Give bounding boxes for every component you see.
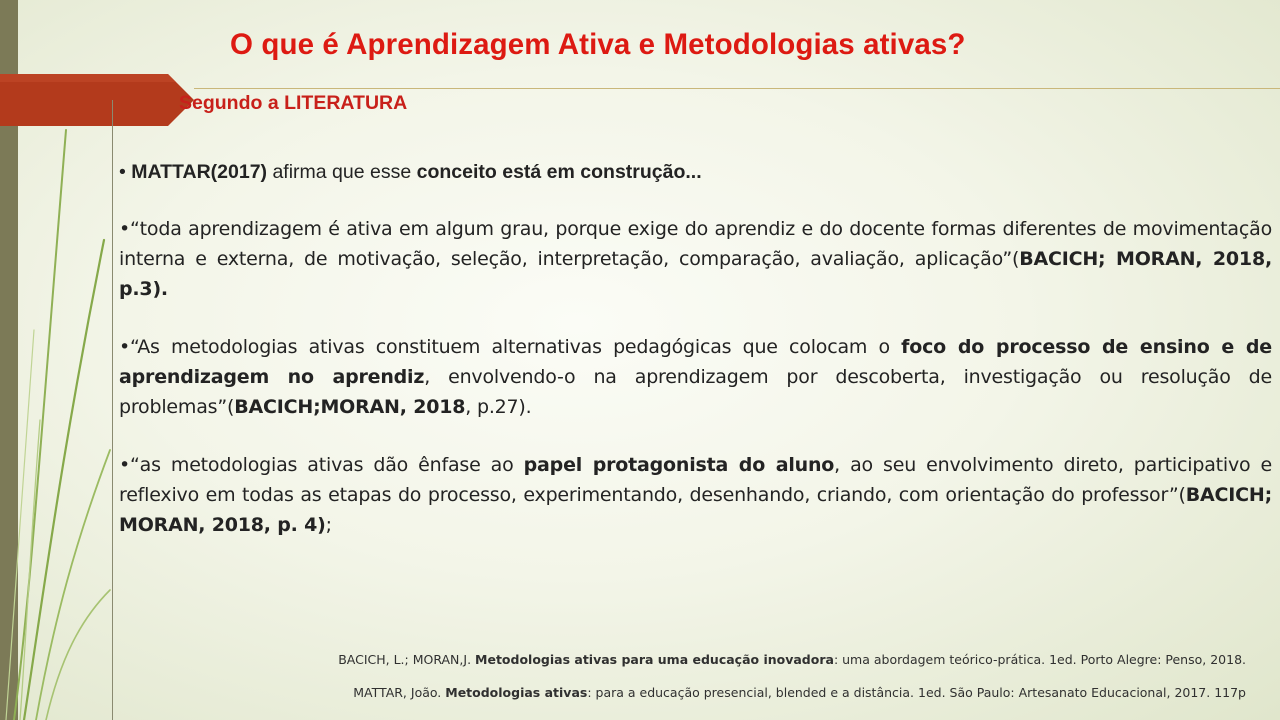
quote-citation-tail: , p.27). [465,396,532,418]
bullet-marker: • [119,161,126,183]
content-vertical-rule [112,100,113,720]
quote-text: “toda aprendizagem é ativa em algum grau, porque exige do aprendiz e do docente formas diferentes de movimentação interna e externa, de motivação, seleção, interpretação, comparação, avaliação, aplicação”( [119,218,1272,270]
quote-emphasis: foco do processo de ensino e de aprendizagem no aprendiz [119,336,1272,388]
quote-text-cont: , ao seu envolvimento direto, participativo e reflexivo em todas as etapas do processo, experimentando, desenhando, criando, com orientação do professor”( [119,454,1273,506]
reference-details: : uma abordagem teórico-prática. 1ed. Porto Alegre: Penso, 2018. [833,652,1246,667]
section-ribbon [0,74,194,126]
bullet-text: afirma que esse [267,161,417,183]
bullet-emphasis: conceito está em construção... [416,161,702,183]
slide-content [119,158,1272,540]
slide-title: O que é Aprendizagem Ativa e Metodologias ativas? [230,28,966,61]
reference-authors: BACICH, L.; MORAN,J. [338,652,476,667]
quote-text-cont: , envolvendo-o na aprendizagem por descoberta, investigação ou resolução de problemas”( [119,366,1272,418]
quote-text: “as metodologias ativas dão ênfase ao [130,454,524,476]
author-citation: MATTAR(2017) [131,161,268,183]
section-subtitle: Segundo a LITERATURA [179,92,408,114]
reference-title: Metodologias ativas para uma educação inovadora [475,652,834,667]
bullet-marker: • [119,454,131,476]
quote-citation: BACICH;MORAN, 2018 [234,396,466,418]
reference-details: : para a educação presencial, blended e a distância. 1ed. São Paulo: Artesanato Educacional, 2017. 117p [587,685,1246,700]
decorative-fronds [0,120,112,720]
quote-citation: BACICH; MORAN, 2018, p. 4) [119,484,1272,536]
reference-authors: MATTAR, João. [353,685,446,700]
quote-citation-tail: ; [325,514,332,536]
quote-emphasis: papel protagonista do aluno [523,454,835,476]
quote-text: “As metodologias ativas constituem alternativas pedagógicas que colocam o [130,336,902,358]
bullet-quote-2 [119,332,1272,422]
reference-bacich [338,652,1246,668]
bullet-marker: • [119,218,131,240]
reference-mattar [338,685,1246,701]
bullet-quote-1 [119,214,1272,304]
bullet-quote-3 [119,450,1272,540]
quote-citation: BACICH; MORAN, 2018, p.3). [119,248,1272,300]
bullet-mattar [119,158,1272,186]
header-divider [194,88,1280,89]
references [338,652,1246,701]
reference-title: Metodologias ativas [445,685,588,700]
bullet-marker: • [119,336,131,358]
